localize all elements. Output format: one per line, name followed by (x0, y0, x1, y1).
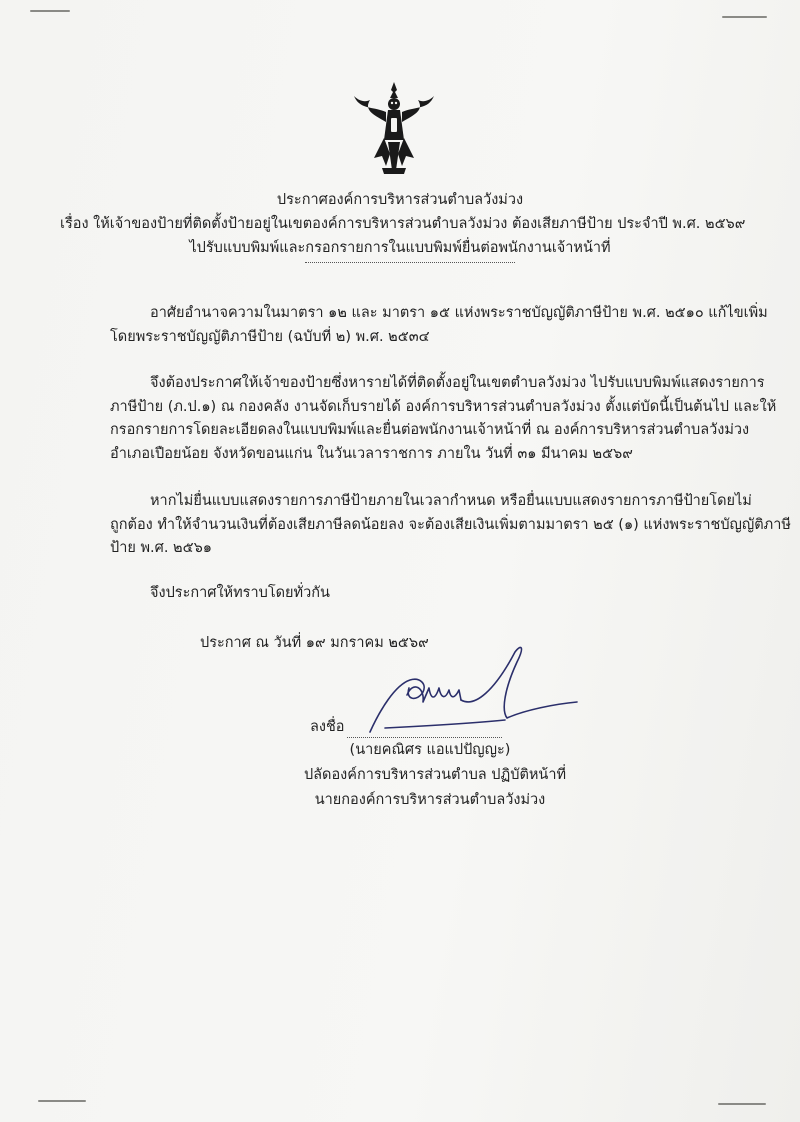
paragraph-penalty (110, 490, 791, 561)
paragraph-line: กรอกรายการโดยละเอียดลงในแบบพิมพ์และยื่นต่อพนักงานเจ้าหน้าที่ ณ องค์การบริหารส่วนตำบลวังม่วง (110, 422, 750, 438)
paragraph-line: จึงต้องประกาศให้เจ้าของป้ายซึ่งหารายได้ที่ติดตั้งอยู่ในเขตตำบลวังม่วง ไปรับแบบพิมพ์แสดงรายการ (150, 375, 765, 391)
paragraph-line: ป้าย พ.ศ. ๒๕๖๑ (110, 540, 212, 556)
paragraph-line: โดยพระราชบัญญัติภาษีป้าย (ฉบับที่ ๒) พ.ศ. ๒๕๓๔ (110, 328, 430, 345)
paragraph-authority (110, 302, 768, 349)
paragraph-closing (110, 582, 730, 606)
paragraph-line: ถูกต้อง ทำให้จำนวนเงินที่ต้องเสียภาษีลดน้อยลง จะต้องเสียเงินเพิ่มตามมาตรา ๒๕ (๑) แห่งพระราชบัญญัติภาษี (110, 516, 791, 533)
paragraph-line: อำเภอเปือยน้อย จังหวัดขอนแก่น ในวันเวลาราชการ ภายใน วันที่ ๓๑ มีนาคม ๒๕๖๙ (110, 445, 633, 462)
staple-top-right (722, 16, 767, 18)
staple-bottom-right (718, 1103, 766, 1105)
signer-position-2: นายกองค์การบริหารส่วนตำบลวังม่วง (314, 792, 546, 808)
garuda-emblem-icon (352, 80, 436, 176)
paragraph-line: หากไม่ยื่นแบบแสดงรายการภาษีป้ายภายในเวลากำหนด หรือยื่นแบบแสดงรายการภาษีป้ายโดยไม่ (150, 493, 752, 509)
announcement-title: ประกาศองค์การบริหารส่วนตำบลวังม่วง (276, 192, 524, 208)
paragraph-line: อาศัยอำนาจความในมาตรา ๑๒ และ มาตรา ๑๕ แห่งพระราชบัญญัติภาษีป้าย พ.ศ. ๒๕๑๐ แก้ไขเพิ่ม (150, 305, 768, 321)
staple-bottom-left (38, 1100, 86, 1102)
subject-line-2: ไปรับแบบพิมพ์และกรอกรายการในแบบพิมพ์ยื่นต่อพนักงานเจ้าหน้าที่ (189, 240, 611, 256)
paragraph-line: จึงประกาศให้ทราบโดยทั่วกัน (150, 585, 330, 601)
signer-position-1: ปลัดองค์การบริหารส่วนตำบล ปฏิบัติหน้าที่ (303, 767, 567, 783)
announce-date: ประกาศ ณ วันที่ ๑๙ มกราคม ๒๕๖๙ (200, 635, 429, 651)
signature-line (310, 715, 502, 738)
staple-top-left (30, 10, 70, 12)
header-divider (305, 262, 515, 263)
paragraph-line: ภาษีป้าย (ภ.ป.๑) ณ กองคลัง งานจัดเก็บรายได้ องค์การบริหารส่วนตำบลวังม่วง ตั้งแต่บัดนี้เป็นต้นไป และให้ (110, 398, 777, 415)
sign-label: ลงชื่อ (310, 719, 345, 735)
signer-name: (นายคณิศร แอแปปัญญะ) (349, 742, 511, 758)
subject-line-1: เรื่อง ให้เจ้าของป้ายที่ติดตั้งป้ายอยู่ในเขตองค์การบริหารส่วนตำบลวังม่วง ต้องเสียภาษีป้าย ประจำปี พ.ศ. ๒๕๖๙ (60, 216, 746, 232)
paragraph-instructions (110, 372, 777, 466)
